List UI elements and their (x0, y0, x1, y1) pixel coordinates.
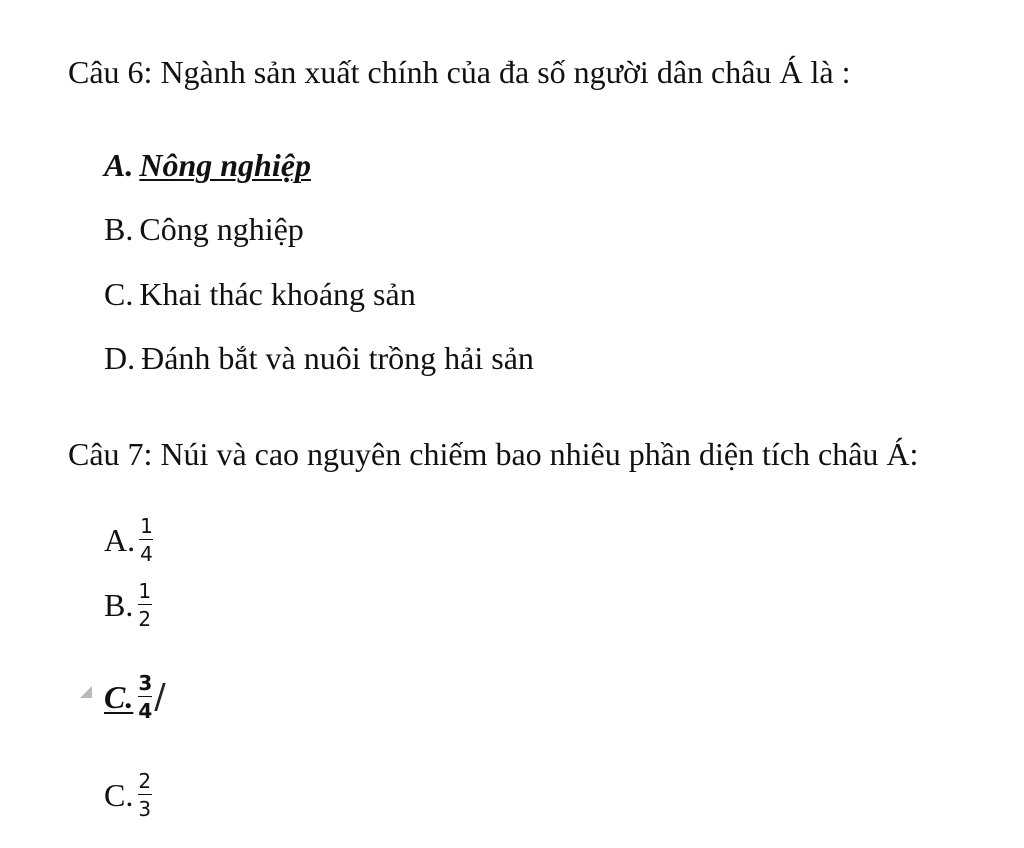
option-letter: C. (104, 276, 134, 312)
fraction (137, 672, 153, 723)
option-text: Nông nghiệp (139, 147, 311, 183)
option-letter: C. (104, 776, 134, 813)
triangle-collapse-icon[interactable] (80, 686, 92, 698)
trailing-slash: / (154, 677, 166, 717)
question-6-option-d (104, 338, 534, 378)
fraction-denominator: 4 (140, 542, 153, 567)
fraction-numerator: 1 (140, 513, 153, 538)
fraction (137, 770, 152, 821)
option-letter: B. (104, 586, 134, 623)
option-text: Đánh bắt và nuôi trồng hải sản (141, 340, 534, 376)
fraction-bar (138, 794, 152, 796)
fraction-bar (139, 539, 153, 541)
question-6-text: Câu 6: Ngành sản xuất chính của đa số người dân châu Á là : (68, 54, 851, 90)
question-7-option-b (104, 575, 152, 635)
option-letter: A. (104, 521, 136, 558)
option-letter: A. (104, 147, 134, 183)
fraction-denominator: 3 (138, 797, 152, 822)
fraction (137, 580, 152, 631)
fraction (139, 515, 154, 566)
question-6-option-c (104, 274, 416, 314)
question-7-text: Câu 7: Núi và cao nguyên chiếm bao nhiêu phần diện tích châu Á: (68, 436, 919, 472)
question-7-option-a (104, 510, 154, 570)
option-letter: C. (104, 678, 134, 715)
question-6-option-a (104, 145, 311, 185)
option-text: Công nghiệp (139, 211, 304, 247)
fraction-numerator: 3 (138, 670, 153, 695)
question-7-option-d (104, 765, 152, 825)
fraction-denominator: 2 (138, 607, 152, 632)
fraction-bar (138, 696, 152, 698)
question-7-option-c-answer (104, 667, 166, 727)
fraction-denominator: 4 (138, 699, 153, 724)
fraction-bar (138, 604, 152, 606)
option-letter: D. (104, 340, 136, 376)
fraction-numerator: 1 (138, 578, 152, 603)
option-text: Khai thác khoáng sản (139, 276, 416, 312)
option-letter: B. (104, 211, 134, 247)
fraction-numerator: 2 (138, 768, 152, 793)
question-6-option-b (104, 209, 304, 249)
